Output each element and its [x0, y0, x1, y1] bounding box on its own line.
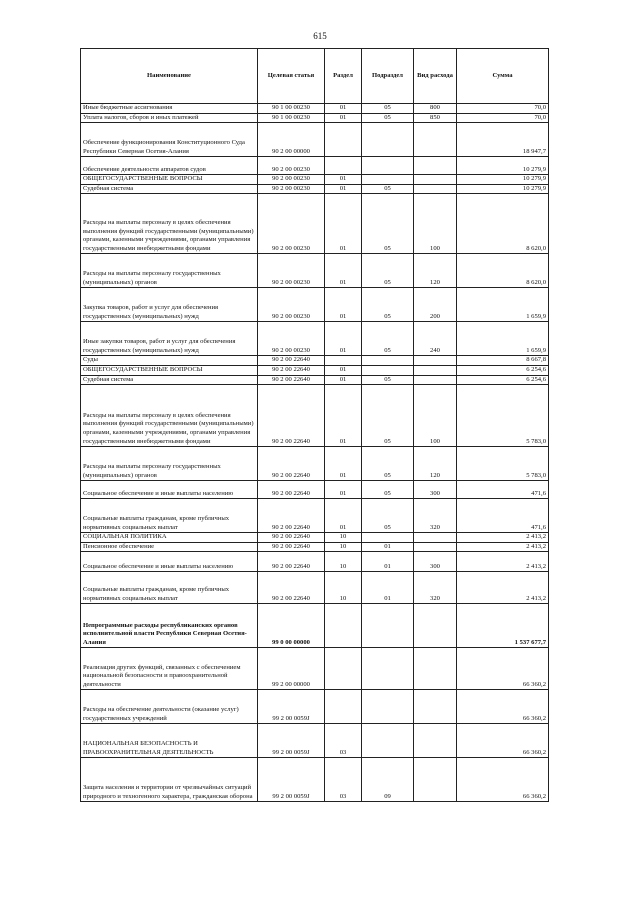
cell-name: Социальные выплаты гражданам, кроме публичных нормативных социальных выплат — [81, 499, 258, 533]
cell-target-code: 90 2 00 22640 — [258, 533, 325, 543]
cell-subsection — [362, 604, 414, 648]
cell-expense-type: 850 — [414, 113, 457, 123]
cell-subsection — [362, 690, 414, 724]
cell-name: Расходы на обеспечение деятельности (оказание услуг) государственных учреждений — [81, 690, 258, 724]
cell-sum: 66 360,2 — [457, 648, 549, 690]
cell-target-code: 99 0 00 00000 — [258, 604, 325, 648]
cell-subsection — [362, 175, 414, 185]
cell-sum: 70,0 — [457, 113, 549, 123]
cell-expense-type: 240 — [414, 322, 457, 356]
cell-section — [325, 690, 362, 724]
cell-sum: 471,6 — [457, 481, 549, 499]
table-row — [81, 499, 549, 533]
cell-subsection — [362, 724, 414, 758]
table-row — [81, 481, 549, 499]
cell-subsection: 01 — [362, 552, 414, 572]
cell-subsection: 05 — [362, 104, 414, 114]
cell-target-code: 90 2 00 00000 — [258, 123, 325, 157]
cell-expense-type — [414, 648, 457, 690]
cell-expense-type: 800 — [414, 104, 457, 114]
table-row — [81, 572, 549, 604]
cell-expense-type — [414, 365, 457, 375]
header-code: Целевая статья — [258, 49, 325, 104]
cell-section: 10 — [325, 572, 362, 604]
cell-subsection: 05 — [362, 447, 414, 481]
cell-subsection — [362, 533, 414, 543]
table-row — [81, 123, 549, 157]
cell-sum: 10 279,9 — [457, 175, 549, 185]
cell-expense-type: 320 — [414, 499, 457, 533]
cell-subsection: 05 — [362, 499, 414, 533]
cell-target-code: 90 2 00 22640 — [258, 375, 325, 385]
cell-target-code: 90 2 00 22640 — [258, 385, 325, 447]
cell-target-code: 90 2 00 22640 — [258, 356, 325, 366]
header-expense-type: Вид расхода — [414, 49, 457, 104]
cell-section: 01 — [325, 385, 362, 447]
header-section: Раздел — [325, 49, 362, 104]
table-row — [81, 104, 549, 114]
cell-section — [325, 157, 362, 175]
table-row — [81, 322, 549, 356]
cell-expense-type — [414, 356, 457, 366]
cell-target-code: 99 2 00 00000 — [258, 648, 325, 690]
cell-name: Защита населения и территории от чрезвычайных ситуаций природного и техногенного характера, гражданская оборона — [81, 758, 258, 802]
cell-sum: 8 620,0 — [457, 194, 549, 254]
cell-name: НАЦИОНАЛЬНАЯ БЕЗОПАСНОСТЬ И ПРАВООХРАНИТЕЛЬНАЯ ДЕЯТЕЛЬНОСТЬ — [81, 724, 258, 758]
cell-sum: 5 783,0 — [457, 447, 549, 481]
cell-name: Обеспечение деятельности аппаратов судов — [81, 157, 258, 175]
cell-sum: 66 360,2 — [457, 724, 549, 758]
cell-sum: 5 783,0 — [457, 385, 549, 447]
cell-sum: 1 537 677,7 — [457, 604, 549, 648]
table-row — [81, 254, 549, 288]
table-row — [81, 356, 549, 366]
table-body — [81, 104, 549, 802]
cell-expense-type: 120 — [414, 447, 457, 481]
cell-expense-type: 100 — [414, 194, 457, 254]
cell-expense-type — [414, 724, 457, 758]
cell-subsection: 05 — [362, 322, 414, 356]
cell-section: 03 — [325, 724, 362, 758]
table-row — [81, 375, 549, 385]
cell-name: Социальное обеспечение и иные выплаты населению — [81, 481, 258, 499]
cell-name: Пенсионное обеспечение — [81, 542, 258, 552]
table-row — [81, 385, 549, 447]
cell-name: Расходы на выплаты персоналу в целях обеспечения выполнения функций государственными (муниципальными) органами, казенными учреждениями, органами управления государственными внебюджетными фондами — [81, 385, 258, 447]
cell-target-code: 90 2 00 00230 — [258, 288, 325, 322]
cell-name: Социальное обеспечение и иные выплаты населению — [81, 552, 258, 572]
cell-expense-type — [414, 758, 457, 802]
cell-section: 01 — [325, 365, 362, 375]
table-row — [81, 648, 549, 690]
table-row — [81, 113, 549, 123]
cell-name: Закупка товаров, работ и услуг для обеспечения государственных (муниципальных) нужд — [81, 288, 258, 322]
cell-expense-type — [414, 690, 457, 724]
cell-subsection — [362, 356, 414, 366]
cell-expense-type — [414, 604, 457, 648]
cell-name: Судебная система — [81, 184, 258, 194]
cell-target-code: 90 2 00 00230 — [258, 194, 325, 254]
cell-section — [325, 648, 362, 690]
table-row — [81, 184, 549, 194]
cell-subsection — [362, 157, 414, 175]
cell-expense-type: 120 — [414, 254, 457, 288]
cell-name: Уплата налогов, сборов и иных платежей — [81, 113, 258, 123]
cell-sum: 1 659,9 — [457, 288, 549, 322]
cell-sum: 2 413,2 — [457, 552, 549, 572]
header-subsection: Подраздел — [362, 49, 414, 104]
cell-expense-type — [414, 123, 457, 157]
cell-target-code: 90 2 00 00230 — [258, 175, 325, 185]
cell-target-code: 99 2 00 0059J — [258, 724, 325, 758]
table-row — [81, 157, 549, 175]
cell-sum: 66 360,2 — [457, 758, 549, 802]
cell-expense-type — [414, 184, 457, 194]
cell-subsection: 05 — [362, 288, 414, 322]
cell-section: 01 — [325, 254, 362, 288]
cell-section: 01 — [325, 288, 362, 322]
table-row — [81, 690, 549, 724]
cell-sum: 10 279,9 — [457, 157, 549, 175]
cell-section: 10 — [325, 533, 362, 543]
table-row — [81, 175, 549, 185]
cell-section: 01 — [325, 499, 362, 533]
cell-name: Обеспечение функционирования Конституционного Суда Республики Северная Осетия-Алания — [81, 123, 258, 157]
cell-name: Иные бюджетные ассигнования — [81, 104, 258, 114]
table-row — [81, 533, 549, 543]
header-sum: Сумма — [457, 49, 549, 104]
table-row — [81, 552, 549, 572]
table-row — [81, 447, 549, 481]
cell-section: 01 — [325, 104, 362, 114]
cell-sum: 2 413,2 — [457, 542, 549, 552]
cell-target-code: 90 2 00 22640 — [258, 499, 325, 533]
cell-sum: 2 413,2 — [457, 572, 549, 604]
table-row — [81, 365, 549, 375]
cell-name: Суды — [81, 356, 258, 366]
cell-target-code: 99 2 00 0059J — [258, 758, 325, 802]
budget-table — [80, 48, 549, 802]
cell-subsection — [362, 648, 414, 690]
table-row — [81, 542, 549, 552]
cell-expense-type — [414, 175, 457, 185]
cell-expense-type: 200 — [414, 288, 457, 322]
cell-name: Расходы на выплаты персоналу в целях обеспечения выполнения функций государственными (муниципальными) органами, казенными учреждениями, органами управления государственными внебюджетными фондами — [81, 194, 258, 254]
cell-sum: 66 360,2 — [457, 690, 549, 724]
cell-section: 01 — [325, 113, 362, 123]
cell-expense-type — [414, 375, 457, 385]
cell-section: 03 — [325, 758, 362, 802]
table-header-row — [81, 49, 549, 104]
cell-subsection: 05 — [362, 254, 414, 288]
cell-sum: 2 413,2 — [457, 533, 549, 543]
cell-section: 01 — [325, 194, 362, 254]
cell-section: 01 — [325, 447, 362, 481]
cell-section — [325, 356, 362, 366]
cell-subsection: 05 — [362, 194, 414, 254]
cell-target-code: 90 2 00 22640 — [258, 481, 325, 499]
cell-target-code: 90 1 00 00230 — [258, 113, 325, 123]
cell-sum: 10 279,9 — [457, 184, 549, 194]
cell-subsection: 05 — [362, 113, 414, 123]
table-row — [81, 758, 549, 802]
cell-target-code: 90 2 00 00230 — [258, 254, 325, 288]
cell-section: 01 — [325, 481, 362, 499]
cell-target-code: 90 2 00 00230 — [258, 157, 325, 175]
cell-section: 01 — [325, 184, 362, 194]
cell-sum: 1 659,9 — [457, 322, 549, 356]
cell-name: ОБЩЕГОСУДАРСТВЕННЫЕ ВОПРОСЫ — [81, 365, 258, 375]
cell-expense-type: 300 — [414, 552, 457, 572]
cell-target-code: 90 1 00 00230 — [258, 104, 325, 114]
table-row — [81, 194, 549, 254]
cell-section: 01 — [325, 175, 362, 185]
cell-expense-type: 300 — [414, 481, 457, 499]
table-row — [81, 604, 549, 648]
cell-section — [325, 604, 362, 648]
cell-subsection: 09 — [362, 758, 414, 802]
cell-subsection: 05 — [362, 375, 414, 385]
cell-target-code: 90 2 00 00230 — [258, 322, 325, 356]
cell-name: Непрограммные расходы республиканских органов исполнительной власти Республики Северная Осетия-Алания — [81, 604, 258, 648]
cell-target-code: 90 2 00 22640 — [258, 365, 325, 375]
cell-sum: 6 254,6 — [457, 375, 549, 385]
cell-subsection: 01 — [362, 542, 414, 552]
cell-expense-type: 100 — [414, 385, 457, 447]
table-row — [81, 288, 549, 322]
cell-expense-type — [414, 542, 457, 552]
cell-expense-type — [414, 533, 457, 543]
cell-target-code: 90 2 00 22640 — [258, 542, 325, 552]
cell-expense-type: 320 — [414, 572, 457, 604]
cell-expense-type — [414, 157, 457, 175]
cell-subsection — [362, 123, 414, 157]
cell-target-code: 99 2 00 0059J — [258, 690, 325, 724]
table-row — [81, 724, 549, 758]
cell-target-code: 90 2 00 22640 — [258, 552, 325, 572]
cell-section: 01 — [325, 375, 362, 385]
cell-name: Расходы на выплаты персоналу государственных (муниципальных) органов — [81, 254, 258, 288]
cell-target-code: 90 2 00 22640 — [258, 572, 325, 604]
page-number: 615 — [313, 31, 327, 41]
cell-subsection: 05 — [362, 481, 414, 499]
cell-section — [325, 123, 362, 157]
cell-name: ОБЩЕГОСУДАРСТВЕННЫЕ ВОПРОСЫ — [81, 175, 258, 185]
cell-sum: 8 620,0 — [457, 254, 549, 288]
cell-target-code: 90 2 00 22640 — [258, 447, 325, 481]
cell-name: Иные закупки товаров, работ и услуг для обеспечения государственных (муниципальных) нужд — [81, 322, 258, 356]
cell-subsection: 05 — [362, 184, 414, 194]
cell-name: Расходы на выплаты персоналу государственных (муниципальных) органов — [81, 447, 258, 481]
cell-sum: 8 667,8 — [457, 356, 549, 366]
cell-sum: 471,6 — [457, 499, 549, 533]
cell-target-code: 90 2 00 00230 — [258, 184, 325, 194]
cell-sum: 18 947,7 — [457, 123, 549, 157]
cell-sum: 6 254,6 — [457, 365, 549, 375]
cell-subsection: 01 — [362, 572, 414, 604]
cell-name: Судебная система — [81, 375, 258, 385]
cell-section: 10 — [325, 552, 362, 572]
header-name: Наименование — [81, 49, 258, 104]
cell-section: 10 — [325, 542, 362, 552]
cell-sum: 70,0 — [457, 104, 549, 114]
cell-name: Социальные выплаты гражданам, кроме публичных нормативных социальных выплат — [81, 572, 258, 604]
cell-name: СОЦИАЛЬНАЯ ПОЛИТИКА — [81, 533, 258, 543]
cell-section: 01 — [325, 322, 362, 356]
cell-name: Реализация других функций, связанных с обеспечением национальной безопасности и правоохранительной деятельности — [81, 648, 258, 690]
cell-subsection: 05 — [362, 385, 414, 447]
cell-subsection — [362, 365, 414, 375]
